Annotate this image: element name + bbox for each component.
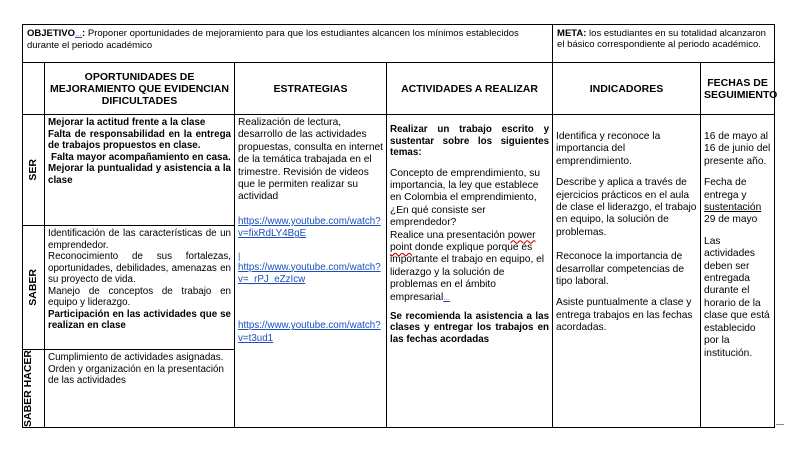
row-label-saber — [23, 226, 45, 350]
saber-hacer-item: Cumplimiento de actividades asignadas. — [48, 352, 224, 363]
estrategias-cell — [235, 115, 387, 428]
meta-label: META: — [557, 28, 587, 39]
objetivo-cell: OBJETIVO…: Proponer oportunidades de mejoramiento para que los estudiantes alcancen los mínimos establecidos durante el periodo académico — [23, 25, 553, 63]
row-label-ser — [23, 115, 45, 226]
objetivo-text: Proponer oportunidades de mejoramiento para que los estudiantes alcancen los mínimos establecidos durante el periodo académico — [27, 28, 519, 51]
page-edge-mark — [776, 424, 784, 425]
row-ser — [23, 115, 775, 226]
cursor-mark: | — [238, 250, 241, 261]
col-indicadores: INDICADORES — [553, 63, 701, 115]
video-link-1[interactable]: https://www.youtube.com/watch?v=fixRdLY4BgE — [238, 215, 381, 240]
indicador-3: Reconoce la importancia de desarrollar competencias de tipo laboral. — [556, 251, 685, 288]
video-link-2[interactable]: https://www.youtube.com/watch?v=_rPJ_eZzIcw — [238, 261, 381, 286]
fechas-cell — [701, 115, 775, 428]
estrategias-text: Realización de lectura, desarrollo de las actividades propuestas, consulta en internet de la temática trabajada en el trimestre. Revisión de videos que le permiten realizar su actividad — [238, 117, 383, 203]
ser-oportunidades — [45, 115, 235, 226]
saber-label: SABER — [27, 269, 39, 306]
saber-item: Participación en las actividades que se realizan en clase — [48, 308, 231, 331]
video-link-3[interactable]: https://www.youtube.com/watch?v=t3ud1 — [238, 320, 381, 344]
actividades-p2: Realice una presentación power point donde explique porque es importante el trabajo en equipo, el liderazgo y la solución de problemas en el ámbito empresarial… — [390, 229, 545, 303]
fecha-2: Fecha de entrega y sustentación 29 de mayo — [704, 177, 762, 226]
ser-item: Mejorar la puntualidad y asistencia a la clase — [48, 163, 231, 186]
fecha-3: Las actividades deben ser entregada durante el horario de la clase que está establecido por la institución. — [704, 235, 770, 359]
saber-oportunidades — [45, 226, 235, 350]
sustentacion-word: sustentación — [704, 202, 762, 214]
saber-item: Reconocimiento de sus fortalezas, oportunidades, debilidades, amenazas en su proyecto de vida. — [48, 251, 231, 285]
saber-item: Identificación de las características de un emprendedor. — [48, 228, 231, 251]
col-oportunidades: OPORTUNIDADES DE MEJORAMIENTO QUE EVIDENCIAN DIFICULTADES — [45, 63, 235, 115]
saber-hacer-oportunidades — [45, 350, 235, 428]
meta-cell — [553, 25, 775, 63]
ser-item: Falta de responsabilidad en la entrega de trabajos propuestos en clase. — [48, 128, 231, 151]
col-fechas: FECHAS DE SEGUIMIENTO — [701, 63, 775, 115]
header-row — [23, 25, 775, 63]
ser-item: Falta mayor acompañamiento en casa. — [51, 151, 231, 163]
fecha-1: 16 de mayo al 16 de junio del presente año. — [704, 131, 771, 167]
indicador-1: Identifica y reconoce la importancia del emprendimiento. — [556, 131, 661, 167]
actividades-p1: Concepto de emprendimiento, su importancia, la ley que establece en Colombia el emprendimiento, ¿En qué consiste ser emprendedor? — [390, 167, 541, 229]
plan-mejoramiento-document — [22, 24, 778, 428]
actividades-p3: Se recomienda la asistencia a las clases y entregar los trabajos en las fechas acordadas — [390, 310, 550, 345]
objetivo-marker[interactable]: … — [75, 31, 83, 38]
actividades-intro: Realizar un trabajo escrito y sustentar sobre los siguientes temas: — [390, 124, 550, 158]
comment-marker[interactable]: … — [443, 294, 451, 302]
meta-text: los estudiantes en su totalidad alcanzaron el básico correspondiente al periodo académico. — [557, 28, 766, 50]
column-header-row — [23, 63, 775, 115]
saber-item: Manejo de conceptos de trabajo en equipo y liderazgo. — [48, 285, 231, 308]
col-estrategias: ESTRATEGIAS — [235, 63, 387, 115]
actividades-cell — [387, 115, 553, 428]
corner-cell — [23, 63, 45, 115]
saber-hacer-label: SABER HACER — [22, 350, 34, 428]
indicadores-cell — [553, 115, 701, 428]
indicador-4: Asiste puntualmente a clase y entrega trabajos en las fechas acordadas. — [556, 297, 693, 334]
ser-label: SER — [27, 159, 39, 181]
plan-table — [22, 24, 778, 428]
spell-flag: power point — [390, 229, 536, 253]
ser-item: Mejorar la actitud frente a la clase — [48, 117, 206, 128]
indicador-2: Describe y aplica a través de ejercicios prácticos en el aula de clase el liderazgo, el trabajo en equipo, la solución de problemas. — [556, 177, 697, 238]
col-actividades: ACTIVIDADES A REALIZAR — [387, 63, 553, 115]
objetivo-label: OBJETIVO — [27, 28, 76, 39]
row-label-saber-hacer — [23, 350, 45, 428]
saber-hacer-item: Orden y organización en la presentación de las actividades — [48, 363, 224, 386]
